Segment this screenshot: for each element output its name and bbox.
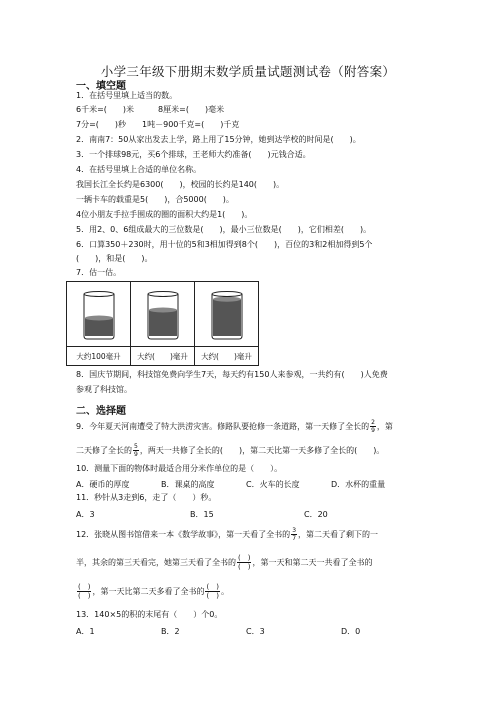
- q13-option-d[interactable]: D．0: [341, 627, 361, 636]
- beaker-cell-2: [131, 282, 195, 347]
- question-9-line2: [76, 443, 384, 458]
- estimation-table: [66, 281, 259, 366]
- blank-fraction[interactable]: [205, 583, 219, 600]
- question-12-line2: [76, 554, 372, 571]
- question-11: 11．秒针从3走到6，走了（ ）秒。: [76, 493, 217, 502]
- blank-denominator[interactable]: ( ): [238, 563, 251, 571]
- question-12-line1: [76, 527, 378, 542]
- question-8b: 参观了科技馆。: [76, 385, 132, 394]
- fraction-numerator: 5: [134, 443, 138, 450]
- q11-option-b[interactable]: B．15: [190, 510, 214, 519]
- q10-option-a[interactable]: A．硬币的厚度: [76, 480, 130, 489]
- page-title: 小学三年级下册期末数学质量试题测试卷（附答案）: [100, 64, 396, 79]
- question-12-line3: [76, 583, 229, 600]
- question-2: 2．南南7：50从家出发去上学，路上用了15分钟，她到达学校的时间是( )。: [76, 135, 361, 144]
- question-4: 4．在括号里填上合适的单位名称。: [76, 165, 202, 174]
- question-3: 3．一个排球98元，买6个排球，王老师大约准备( )元钱合适。: [76, 150, 311, 159]
- beaker-cell-3: [195, 282, 259, 347]
- question-9-text-2: ，第: [376, 422, 393, 431]
- beaker-label-1: 大约100毫升: [67, 347, 131, 366]
- blank-fraction[interactable]: [77, 583, 91, 600]
- question-12-text-6: 。: [220, 587, 229, 596]
- fraction-2-9: [370, 419, 376, 434]
- q10-option-b[interactable]: B．课桌的高度: [161, 480, 215, 489]
- fraction-denominator: 9: [134, 451, 138, 458]
- blank-numerator[interactable]: ( ): [238, 554, 251, 562]
- beaker-icon: [74, 286, 124, 340]
- fraction-numerator: 2: [371, 419, 375, 426]
- question-9-text-3: 二天修了全长的: [76, 446, 132, 455]
- question-12-text-1: 12．张晓从图书馆借来一本《数学故事》，第一天看了全书的: [76, 530, 291, 539]
- question-12-text-5: ，第一天比第二天多看了全书的: [92, 587, 205, 596]
- question-9-text-1: 9．今年夏天河南遭受了特大洪涝灾害。修路队要抢修一条道路，第一天修了全长的: [76, 422, 370, 431]
- q11-option-c[interactable]: C．20: [304, 510, 328, 519]
- question-12-text-2: ，第二天看了剩下的一: [298, 530, 379, 539]
- question-8a: 8．国庆节期间，科技馆免费向学生7天，每天约有150人来参观，一共约有( )人免费: [76, 370, 388, 379]
- section-choice-heading: 二、选择题: [76, 406, 126, 417]
- question-9-line1: [76, 419, 393, 434]
- blank-numerator[interactable]: ( ): [78, 583, 91, 591]
- beaker-label-2: 大约( )毫升: [131, 347, 195, 366]
- fraction-numerator: 3: [292, 527, 297, 534]
- question-6a: 6．口算350＋230时，用十位的5和3相加得到8个( )，百位的3和2相加得到5个: [76, 240, 373, 249]
- beaker-label-3: 大约( )毫升: [195, 347, 259, 366]
- question-4c: 4位小朋友手拉手围成的圈的面积大约是1( )。: [76, 210, 253, 219]
- question-1a: 6千米=( )米 8厘米=( )毫米: [76, 105, 225, 114]
- blank-fraction[interactable]: [237, 554, 251, 571]
- question-1b: 7分=( )秒 1吨－900千克=( )千克: [76, 120, 240, 129]
- question-13: 13．140×5的积的末尾有（ ）个0。: [76, 610, 223, 619]
- q10-option-d[interactable]: D．水杯的重量: [331, 480, 386, 489]
- question-4a: 我国长江全长约是6300( )，校园的长约是140( )。: [76, 180, 285, 189]
- question-12-text-3: 半，其余的第三天看完，她第三天看了全书的: [76, 558, 236, 567]
- blank-denominator[interactable]: ( ): [206, 592, 219, 600]
- beaker-icon: [138, 286, 188, 340]
- question-6b: ( )，和是( )。: [76, 254, 153, 263]
- q13-option-b[interactable]: B．2: [161, 627, 180, 636]
- beaker-cell-1: [67, 282, 131, 347]
- question-7: 7．估一估。: [76, 268, 122, 277]
- question-1: 1．在括号里填上适当的数。: [76, 91, 178, 100]
- blank-denominator[interactable]: ( ): [78, 592, 91, 600]
- q13-option-c[interactable]: C．3: [246, 627, 265, 636]
- fraction-3-7: [291, 527, 297, 542]
- section-fill-blanks-heading: 一、填空题: [76, 81, 126, 92]
- question-12-text-4: ，第一天和第二天一共看了全书的: [252, 558, 373, 567]
- fraction-denominator: 7: [292, 535, 297, 542]
- question-5: 5．用2、0、6组成最大的三位数是( )，最小三位数是( )，它们相差( )。: [76, 225, 372, 234]
- q10-option-c[interactable]: C．火车的长度: [246, 480, 300, 489]
- question-9-text-4: ，两天一共修了全长的( )，第二天比第一天多修了全长的( )。: [139, 446, 385, 455]
- fraction-denominator: 9: [371, 427, 375, 434]
- blank-numerator[interactable]: ( ): [206, 583, 219, 591]
- q13-option-a[interactable]: A．1: [76, 627, 95, 636]
- q11-option-a[interactable]: A．3: [76, 510, 95, 519]
- question-4b: 一辆卡车的载重是5( )，合5000( )。: [76, 195, 234, 204]
- fraction-5-9: [133, 443, 139, 458]
- question-10: 10．测量下面的物体时最适合用分米作单位的是（ ）。: [76, 464, 283, 473]
- beaker-icon: [202, 286, 252, 340]
